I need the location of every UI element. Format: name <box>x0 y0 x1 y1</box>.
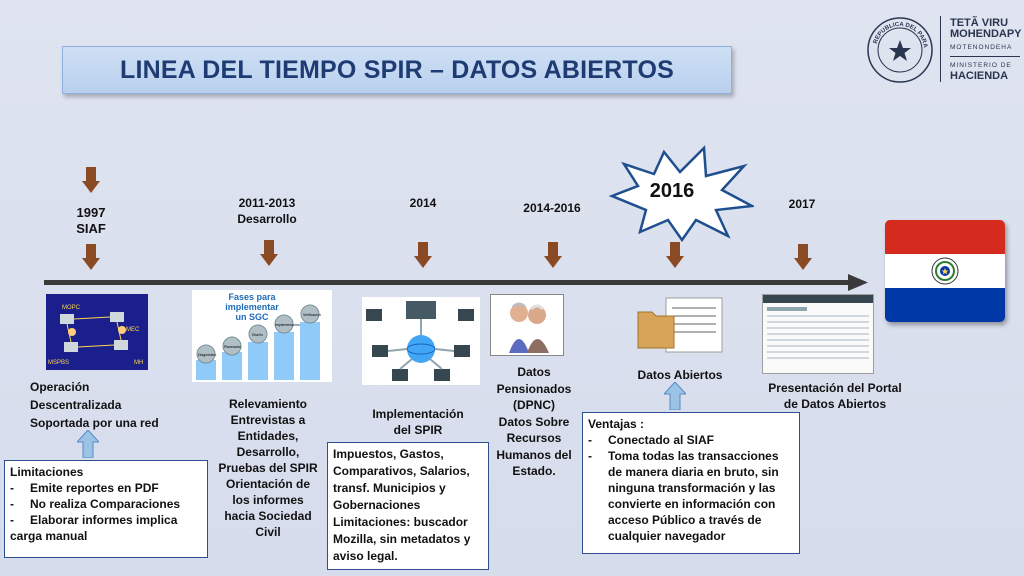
network-mopc-label: MOPC <box>62 305 80 311</box>
svg-text:REPUBLICA DEL PARAGUAY: REPUBLICA DEL PARA <box>872 21 928 49</box>
milestone-2017-desc: Presentación del Portal de Datos Abiertos <box>768 381 902 411</box>
network-mh-label: MH <box>134 360 144 366</box>
portal-screenshot-image <box>762 294 874 374</box>
network-mec-label: MEC <box>126 327 140 333</box>
logo-line4: MINISTERIO DE <box>950 62 1012 69</box>
milestone-2016-year: 2016 <box>649 180 695 202</box>
milestone-2014-2016-year: 2014-2016 <box>523 201 581 215</box>
phases-title: Fases para implementar un SGC <box>225 292 279 322</box>
milestone-arrow-1997-top <box>82 167 100 193</box>
milestone-arrow-2011 <box>260 240 278 266</box>
limitaciones-item: - No realiza Comparaciones <box>10 496 202 512</box>
milestone-2017-year: 2017 <box>788 197 816 211</box>
limitaciones-item: - Elaborar informes implica <box>10 512 202 528</box>
timeline-line <box>44 280 852 285</box>
milestone-2014-desc: Implementación del SPIR <box>372 407 464 437</box>
network-mspbs-label: MSPBS <box>48 360 70 366</box>
logo-line3: MOTENONDEHA <box>950 44 1013 51</box>
limitaciones-item: - Emite reportes en PDF <box>10 480 202 496</box>
phase1-label: Diagnóstico <box>198 353 217 357</box>
phase4-label: Implementación <box>275 323 300 327</box>
phase5-label: Verificación <box>303 313 321 317</box>
milestone-arrow-2017 <box>794 244 812 270</box>
milestone-2011-year: 2011-2013 Desarrollo <box>237 196 297 226</box>
spir-network-image <box>362 297 480 385</box>
ventajas-heading: Ventajas : <box>588 417 645 431</box>
title-banner <box>62 46 732 94</box>
limitaciones-tail: carga manual <box>10 529 88 543</box>
network-image <box>46 294 148 370</box>
pensioners-image <box>490 294 564 356</box>
paraguay-flag-icon <box>885 220 1005 322</box>
up-arrow-limitaciones <box>77 430 99 458</box>
ventajas-item: - Conectado al SIAF <box>588 432 794 448</box>
ministry-logo-text <box>950 18 1024 82</box>
limitaciones-heading: Limitaciones <box>10 465 84 479</box>
logo-line2: MOHENDAPY <box>950 28 1022 40</box>
milestone-2016-desc: Datos Abiertos <box>637 368 723 382</box>
phase2-label: Planeación <box>224 345 242 349</box>
impuestos-box: Impuestos, Gastos, Comparativos, Salarios, transf. Municipios y Gobernaciones Limitaciones: buscador Mozilla, sin metadatos y aviso legal. <box>327 442 489 570</box>
ministry-seal <box>866 16 934 84</box>
timeline-arrowhead <box>848 274 868 291</box>
milestone-1997-year: 1997 SIAF <box>76 205 106 236</box>
milestone-arrow-2016 <box>666 242 684 268</box>
milestone-2011-desc: Relevamiento Entrevistas a Entidades, Desarrollo, Pruebas del SPIR Orientación de los informes hacia Sociedad Civil <box>218 397 318 539</box>
up-arrow-ventajas <box>664 382 686 410</box>
page-title: LINEA DEL TIEMPO SPIR – DATOS ABIERTOS <box>120 55 674 84</box>
milestone-1997-desc: Operación Descentralizada Soportada por una red <box>30 380 159 430</box>
ventajas-box <box>582 412 800 554</box>
open-data-documents-image <box>636 296 726 356</box>
logo-divider <box>940 16 941 82</box>
sgc-phases-image <box>192 290 332 382</box>
milestone-arrow-2014-2016 <box>544 242 562 268</box>
logo-line1: TETÃ VIRU <box>950 17 1009 29</box>
flag-emblem-icon <box>930 256 960 286</box>
limitaciones-box <box>4 460 208 558</box>
milestone-2014-2016-desc: Datos Pensionados (DPNC) Datos Sobre Recursos Humanos del Estado. <box>496 365 572 478</box>
milestone-2014-year: 2014 <box>409 196 437 210</box>
milestone-arrow-2014 <box>414 242 432 268</box>
phase3-label: Diseño <box>252 333 263 337</box>
ventajas-item: - Toma todas las transacciones de manera diaria en bruto, sin ninguna transformación y las convierte en información con acceso Público a través de cualquier navegador <box>588 448 794 544</box>
milestone-arrow-1997 <box>82 244 100 270</box>
logo-line5: HACIENDA <box>950 70 1009 82</box>
